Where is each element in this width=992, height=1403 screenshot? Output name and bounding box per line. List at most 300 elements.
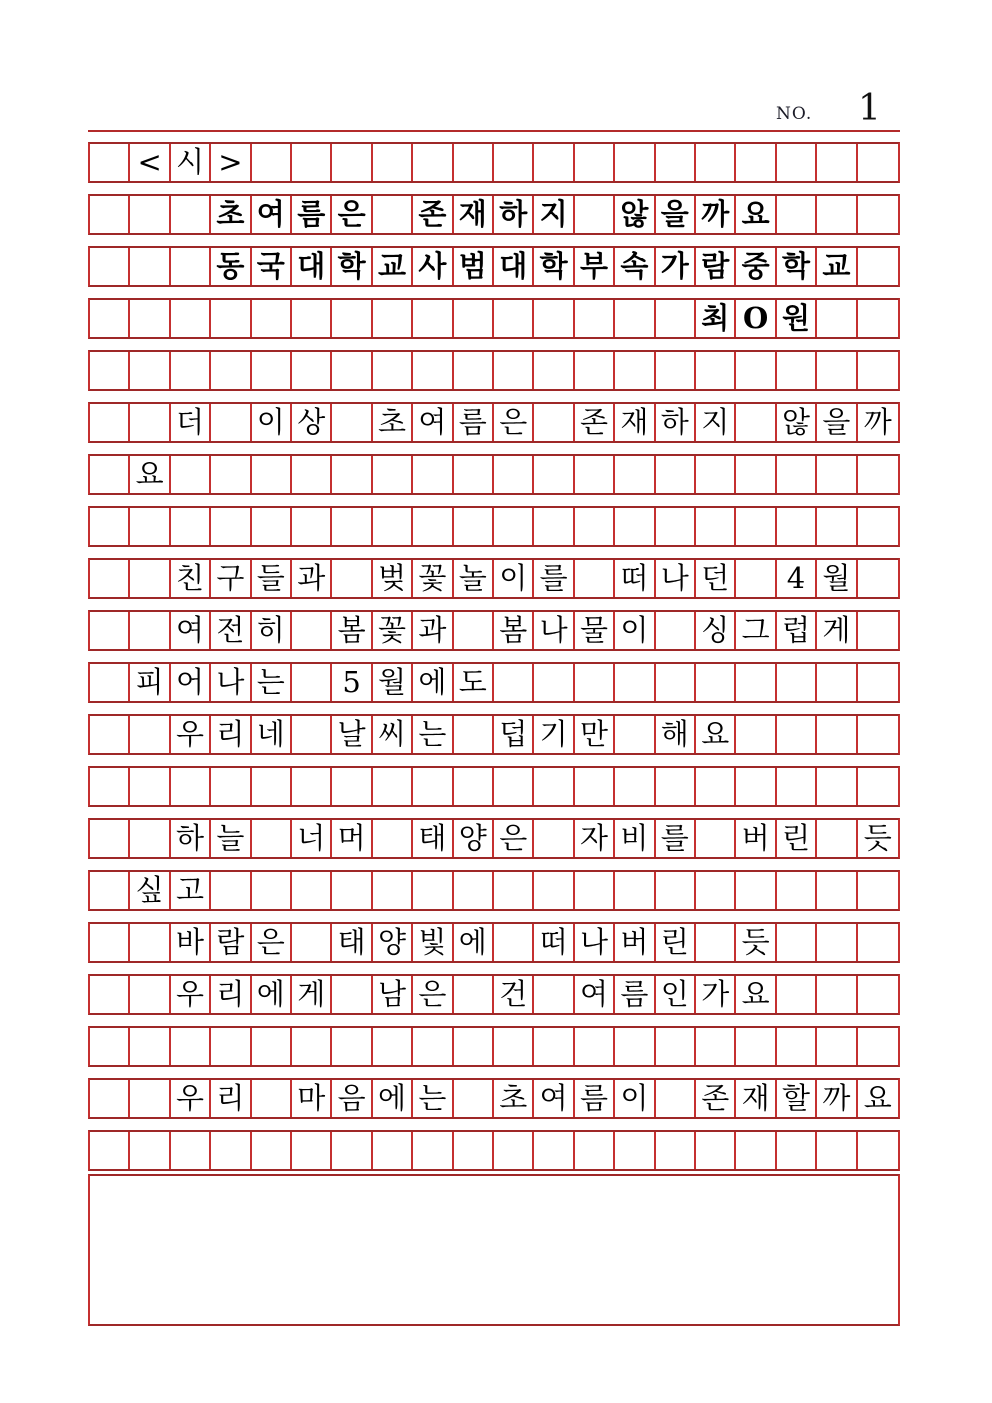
grid-cell bbox=[373, 300, 413, 337]
grid-cell bbox=[817, 1132, 857, 1169]
grid-cell bbox=[736, 1028, 776, 1065]
grid-cell bbox=[454, 976, 494, 1013]
grid-cell-char: 나 bbox=[575, 924, 615, 961]
grid-cell-char: 요 bbox=[736, 976, 776, 1013]
grid-cell-char: 여 bbox=[534, 1080, 574, 1117]
grid-cell bbox=[696, 924, 736, 961]
grid-cell-char: 리 bbox=[211, 1080, 251, 1117]
grid-cell-char: 4 bbox=[777, 560, 817, 597]
grid-row bbox=[88, 1130, 900, 1171]
grid-cell-char: 중 bbox=[736, 248, 776, 285]
grid-cell bbox=[332, 352, 372, 389]
grid-cell-char: 범 bbox=[454, 248, 494, 285]
grid-cell bbox=[130, 352, 170, 389]
grid-cell-char: 바 bbox=[171, 924, 211, 961]
grid-cell-char: 월 bbox=[373, 664, 413, 701]
grid-cell bbox=[534, 144, 574, 181]
grid-cell bbox=[292, 716, 332, 753]
grid-cell bbox=[332, 560, 372, 597]
grid-cell-char: 재 bbox=[736, 1080, 776, 1117]
grid-cell bbox=[494, 144, 534, 181]
grid-cell bbox=[575, 872, 615, 909]
grid-cell bbox=[736, 664, 776, 701]
grid-cell bbox=[777, 144, 817, 181]
grid-cell bbox=[736, 1132, 776, 1169]
grid-cell bbox=[736, 872, 776, 909]
grid-cell-char: 는 bbox=[413, 1080, 453, 1117]
grid-cell bbox=[90, 664, 130, 701]
grid-cell-char: 가 bbox=[656, 248, 696, 285]
grid-cell bbox=[615, 872, 655, 909]
grid-cell bbox=[90, 404, 130, 441]
grid-cell bbox=[292, 612, 332, 649]
grid-cell bbox=[90, 716, 130, 753]
grid-cell bbox=[736, 716, 776, 753]
grid-cell-char: O bbox=[736, 300, 776, 337]
grid-cell-char: 게 bbox=[292, 976, 332, 1013]
grid-cell-char: 인 bbox=[656, 976, 696, 1013]
grid-cell bbox=[656, 664, 696, 701]
grid-cell bbox=[615, 352, 655, 389]
grid-cell-char: 해 bbox=[656, 716, 696, 753]
grid-cell-char: 최 bbox=[696, 300, 736, 337]
grid-cell bbox=[696, 352, 736, 389]
grid-cell bbox=[252, 1028, 292, 1065]
grid-cell-char: 에 bbox=[373, 1080, 413, 1117]
grid-cell bbox=[817, 872, 857, 909]
grid-cell bbox=[211, 768, 251, 805]
grid-cell bbox=[494, 508, 534, 545]
grid-cell bbox=[171, 456, 211, 493]
grid-cell-char: 우 bbox=[171, 716, 211, 753]
grid-cell bbox=[454, 716, 494, 753]
grid-row bbox=[88, 142, 900, 183]
grid-cell bbox=[615, 300, 655, 337]
grid-cell bbox=[292, 1028, 332, 1065]
grid-cell bbox=[817, 716, 857, 753]
grid-cell bbox=[332, 1028, 372, 1065]
grid-cell bbox=[696, 872, 736, 909]
grid-cell-char: 는 bbox=[413, 716, 453, 753]
grid-cell bbox=[858, 872, 898, 909]
grid-row bbox=[88, 194, 900, 235]
grid-cell bbox=[292, 352, 332, 389]
grid-cell bbox=[817, 664, 857, 701]
grid-cell bbox=[696, 768, 736, 805]
grid-cell-char: 도 bbox=[454, 664, 494, 701]
grid-cell bbox=[817, 976, 857, 1013]
grid-cell-char: 은 bbox=[494, 820, 534, 857]
grid-cell-char: 재 bbox=[454, 196, 494, 233]
grid-cell bbox=[90, 508, 130, 545]
grid-row bbox=[88, 350, 900, 391]
grid-cell bbox=[252, 456, 292, 493]
grid-cell bbox=[211, 404, 251, 441]
grid-cell bbox=[130, 716, 170, 753]
grid-cell bbox=[534, 404, 574, 441]
grid-cell-char: 존 bbox=[696, 1080, 736, 1117]
grid-cell bbox=[332, 976, 372, 1013]
grid-cell-char: 놀 bbox=[454, 560, 494, 597]
grid-cell bbox=[332, 872, 372, 909]
grid-cell-char: 람 bbox=[696, 248, 736, 285]
grid-cell-char: 이 bbox=[252, 404, 292, 441]
grid-cell-char: 하 bbox=[171, 820, 211, 857]
grid-cell-char: 를 bbox=[656, 820, 696, 857]
grid-cell-char: 덥 bbox=[494, 716, 534, 753]
grid-cell bbox=[575, 144, 615, 181]
grid-cell bbox=[130, 196, 170, 233]
grid-cell bbox=[696, 1132, 736, 1169]
grid-cell bbox=[534, 508, 574, 545]
grid-cell bbox=[575, 508, 615, 545]
grid-cell bbox=[211, 508, 251, 545]
grid-cell bbox=[615, 664, 655, 701]
grid-cell bbox=[252, 872, 292, 909]
grid-cell-char: 요 bbox=[736, 196, 776, 233]
grid-cell bbox=[252, 352, 292, 389]
grid-cell bbox=[615, 456, 655, 493]
grid-cell-char: 속 bbox=[615, 248, 655, 285]
grid-cell bbox=[130, 560, 170, 597]
grid-cell bbox=[656, 300, 696, 337]
grid-cell bbox=[413, 352, 453, 389]
grid-cell-char: 사 bbox=[413, 248, 453, 285]
grid-cell-char: 양 bbox=[373, 924, 413, 961]
grid-cell-char: 지 bbox=[696, 404, 736, 441]
grid-cell-char: 는 bbox=[252, 664, 292, 701]
grid-cell bbox=[777, 664, 817, 701]
grid-cell-char: 자 bbox=[575, 820, 615, 857]
grid-cell bbox=[858, 144, 898, 181]
grid-cell bbox=[171, 1028, 211, 1065]
grid-cell-char: 빛 bbox=[413, 924, 453, 961]
grid-cell bbox=[858, 560, 898, 597]
grid-cell-char: 존 bbox=[413, 196, 453, 233]
grid-cell-char: 대 bbox=[292, 248, 332, 285]
grid-row bbox=[88, 870, 900, 911]
grid-cell bbox=[494, 456, 534, 493]
grid-cell-char: 하 bbox=[656, 404, 696, 441]
grid-cell bbox=[575, 300, 615, 337]
grid-cell bbox=[211, 456, 251, 493]
grid-cell bbox=[413, 1132, 453, 1169]
grid-cell bbox=[858, 456, 898, 493]
grid-cell bbox=[534, 1028, 574, 1065]
grid-cell-char: 들 bbox=[252, 560, 292, 597]
grid-cell bbox=[130, 1132, 170, 1169]
grid-cell bbox=[534, 456, 574, 493]
grid-cell bbox=[656, 768, 696, 805]
grid-cell bbox=[90, 872, 130, 909]
grid-cell bbox=[90, 768, 130, 805]
grid-cell bbox=[777, 924, 817, 961]
grid-cell bbox=[90, 300, 130, 337]
grid-cell bbox=[817, 456, 857, 493]
grid-cell bbox=[777, 508, 817, 545]
grid-cell bbox=[130, 248, 170, 285]
grid-cell bbox=[494, 300, 534, 337]
grid-cell bbox=[656, 456, 696, 493]
grid-cell bbox=[171, 352, 211, 389]
grid-cell bbox=[171, 300, 211, 337]
grid-cell-char: 않 bbox=[615, 196, 655, 233]
grid-cell-char: 국 bbox=[252, 248, 292, 285]
grid-cell bbox=[817, 820, 857, 857]
grid-cell-char: 듯 bbox=[863, 821, 892, 855]
grid-cell bbox=[858, 300, 898, 337]
grid-cell bbox=[292, 872, 332, 909]
grid-cell-char: 에 bbox=[454, 924, 494, 961]
grid-cell bbox=[211, 352, 251, 389]
grid-cell bbox=[696, 664, 736, 701]
grid-cell-char: 이 bbox=[615, 612, 655, 649]
grid-cell-char: 네 bbox=[252, 716, 292, 753]
grid-cell-char: 상 bbox=[292, 404, 332, 441]
grid-cell-char: 여 bbox=[413, 404, 453, 441]
grid-cell bbox=[373, 820, 413, 857]
grid-cell bbox=[292, 924, 332, 961]
grid-cell-char: 씨 bbox=[373, 716, 413, 753]
grid-cell-char: 은 bbox=[332, 196, 372, 233]
grid-cell-char: > bbox=[211, 144, 251, 181]
grid-cell bbox=[575, 768, 615, 805]
grid-cell-char: 동 bbox=[211, 248, 251, 285]
grid-cell bbox=[696, 144, 736, 181]
grid-cell-char: 름 bbox=[575, 1080, 615, 1117]
grid-cell bbox=[90, 1028, 130, 1065]
grid-cell bbox=[413, 1028, 453, 1065]
grid-cell bbox=[494, 1132, 534, 1169]
grid-cell-char: 학 bbox=[777, 248, 817, 285]
grid-cell bbox=[575, 560, 615, 597]
grid-cell bbox=[777, 768, 817, 805]
grid-cell bbox=[130, 1080, 170, 1117]
grid-cell bbox=[373, 352, 413, 389]
grid-cell-char: 5 bbox=[332, 664, 372, 701]
grid-row bbox=[88, 1078, 900, 1119]
grid-cell bbox=[332, 508, 372, 545]
grid-cell-char: 요 bbox=[696, 716, 736, 753]
grid-cell-char: 비 bbox=[615, 820, 655, 857]
grid-row bbox=[88, 922, 900, 963]
grid-cell-char: 않 bbox=[777, 404, 817, 441]
grid-cell-char: 꽃 bbox=[413, 560, 453, 597]
grid-cell bbox=[130, 404, 170, 441]
grid-cell bbox=[413, 456, 453, 493]
grid-cell-char: 에 bbox=[252, 976, 292, 1013]
grid-cell bbox=[494, 924, 534, 961]
grid-cell-char: 음 bbox=[332, 1080, 372, 1117]
grid-cell-char: 초 bbox=[211, 196, 251, 233]
grid-row bbox=[88, 1026, 900, 1067]
grid-cell-char: 대 bbox=[494, 248, 534, 285]
grid-cell bbox=[332, 144, 372, 181]
grid-cell bbox=[777, 976, 817, 1013]
grid-cell bbox=[413, 768, 453, 805]
grid-cell bbox=[130, 768, 170, 805]
grid-cell bbox=[575, 1132, 615, 1169]
grid-cell-char: 과 bbox=[413, 612, 453, 649]
grid-cell bbox=[454, 872, 494, 909]
grid-cell bbox=[292, 664, 332, 701]
grid-row bbox=[88, 454, 900, 495]
grid-cell bbox=[90, 352, 130, 389]
grid-cell bbox=[534, 664, 574, 701]
grid-cell-char: 어 bbox=[171, 664, 211, 701]
grid-cell-char: 존 bbox=[575, 404, 615, 441]
grid-cell bbox=[332, 1132, 372, 1169]
grid-cell bbox=[252, 768, 292, 805]
grid-cell bbox=[454, 1028, 494, 1065]
grid-cell bbox=[454, 508, 494, 545]
grid-cell-char: 떠 bbox=[534, 924, 574, 961]
grid-cell-char: 을 bbox=[817, 404, 857, 441]
grid-cell-char: 를 bbox=[534, 560, 574, 597]
grid-cell bbox=[373, 508, 413, 545]
grid-cell-char: 름 bbox=[292, 196, 332, 233]
grid-cell-char: 린 bbox=[656, 924, 696, 961]
grid-cell-char: 까 bbox=[817, 1080, 857, 1117]
grid-row bbox=[88, 766, 900, 807]
grid-cell-char: 태 bbox=[413, 820, 453, 857]
grid-cell-char: 초 bbox=[494, 1080, 534, 1117]
grid-cell bbox=[90, 456, 130, 493]
grid-cell bbox=[171, 196, 211, 233]
grid-cell bbox=[858, 976, 898, 1013]
grid-cell-char: 남 bbox=[373, 976, 413, 1013]
grid-cell bbox=[171, 768, 211, 805]
grid-cell bbox=[817, 768, 857, 805]
grid-cell bbox=[534, 976, 574, 1013]
grid-cell-char: 요 bbox=[130, 456, 170, 493]
grid-cell-char: 은 bbox=[494, 404, 534, 441]
grid-cell bbox=[817, 196, 857, 233]
grid-cell bbox=[858, 352, 898, 389]
grid-row bbox=[88, 298, 900, 339]
grid-cell bbox=[696, 456, 736, 493]
grid-cell bbox=[575, 456, 615, 493]
grid-cell bbox=[817, 300, 857, 337]
grid-cell-char: 월 bbox=[817, 560, 857, 597]
grid-cell bbox=[373, 144, 413, 181]
grid-cell-char: 우 bbox=[171, 976, 211, 1013]
grid-cell-char: 하 bbox=[494, 196, 534, 233]
grid-cell bbox=[736, 144, 776, 181]
grid-cell-char: 은 bbox=[413, 976, 453, 1013]
grid-cell bbox=[130, 820, 170, 857]
grid-cell bbox=[332, 768, 372, 805]
grid-cell-char: 태 bbox=[332, 924, 372, 961]
grid-cell bbox=[494, 768, 534, 805]
grid-cell bbox=[696, 820, 736, 857]
grid-cell-char: 던 bbox=[696, 560, 736, 597]
grid-cell bbox=[90, 612, 130, 649]
grid-cell bbox=[777, 1132, 817, 1169]
grid-cell-char: 우 bbox=[171, 1080, 211, 1117]
grid-cell-char: 초 bbox=[373, 404, 413, 441]
grid-cell bbox=[130, 300, 170, 337]
grid-cell bbox=[332, 456, 372, 493]
grid-cell bbox=[90, 976, 130, 1013]
grid-cell bbox=[777, 716, 817, 753]
grid-cell bbox=[373, 872, 413, 909]
grid-cell bbox=[454, 352, 494, 389]
grid-cell-char: 봄 bbox=[494, 612, 534, 649]
grid-cell bbox=[90, 924, 130, 961]
grid-cell-char: 나 bbox=[211, 664, 251, 701]
grid-cell bbox=[90, 196, 130, 233]
grid-row bbox=[88, 506, 900, 547]
grid-cell bbox=[736, 508, 776, 545]
grid-cell bbox=[656, 508, 696, 545]
grid-cell-char: 여 bbox=[252, 196, 292, 233]
grid-cell-char: 이 bbox=[615, 1080, 655, 1117]
grid-cell bbox=[373, 196, 413, 233]
grid-cell-char: 마 bbox=[292, 1080, 332, 1117]
page-header bbox=[0, 0, 992, 130]
grid-cell bbox=[858, 924, 898, 961]
grid-cell bbox=[777, 1028, 817, 1065]
grid-cell-char: 학 bbox=[534, 248, 574, 285]
grid-row bbox=[88, 558, 900, 599]
grid-cell-char: 봄 bbox=[332, 612, 372, 649]
grid-cell bbox=[130, 976, 170, 1013]
grid-cell bbox=[454, 300, 494, 337]
grid-cell-char: 날 bbox=[332, 716, 372, 753]
grid-cell bbox=[858, 612, 898, 649]
grid-cell-char: 친 bbox=[171, 560, 211, 597]
grid-cell bbox=[413, 508, 453, 545]
grid-cell bbox=[696, 1028, 736, 1065]
grid-cell bbox=[575, 664, 615, 701]
grid-row bbox=[88, 714, 900, 755]
grid-cell bbox=[292, 300, 332, 337]
no-label: NO. bbox=[776, 104, 813, 124]
grid-cell bbox=[656, 352, 696, 389]
grid-cell-char: 듯 bbox=[736, 924, 776, 961]
grid-cell-char: 과 bbox=[292, 560, 332, 597]
grid-cell-char: 학 bbox=[332, 248, 372, 285]
grid-cell bbox=[90, 144, 130, 181]
grid-cell-char: 머 bbox=[332, 820, 372, 857]
grid-cell-char: 시 bbox=[171, 144, 211, 181]
grid-cell-char: 싶 bbox=[130, 872, 170, 909]
grid-cell bbox=[130, 508, 170, 545]
grid-cell bbox=[615, 716, 655, 753]
grid-cell-char: 양 bbox=[454, 820, 494, 857]
grid-cell bbox=[534, 820, 574, 857]
grid-cell bbox=[656, 1080, 696, 1117]
grid-cell bbox=[656, 1132, 696, 1169]
grid-cell bbox=[130, 1028, 170, 1065]
grid-cell-char: 리 bbox=[211, 716, 251, 753]
grid-cell-char: 히 bbox=[252, 612, 292, 649]
grid-cell bbox=[494, 872, 534, 909]
grid-cell-char: 물 bbox=[575, 612, 615, 649]
grid-cell bbox=[252, 508, 292, 545]
grid-cell bbox=[777, 456, 817, 493]
grid-cell bbox=[736, 768, 776, 805]
grid-cell bbox=[292, 768, 332, 805]
grid-cell bbox=[817, 508, 857, 545]
grid-cell-char: 은 bbox=[252, 924, 292, 961]
grid-cell bbox=[777, 196, 817, 233]
grid-cell-char: 더 bbox=[171, 404, 211, 441]
grid-cell bbox=[90, 560, 130, 597]
grid-row bbox=[88, 246, 900, 287]
grid-cell-char: 여 bbox=[575, 976, 615, 1013]
